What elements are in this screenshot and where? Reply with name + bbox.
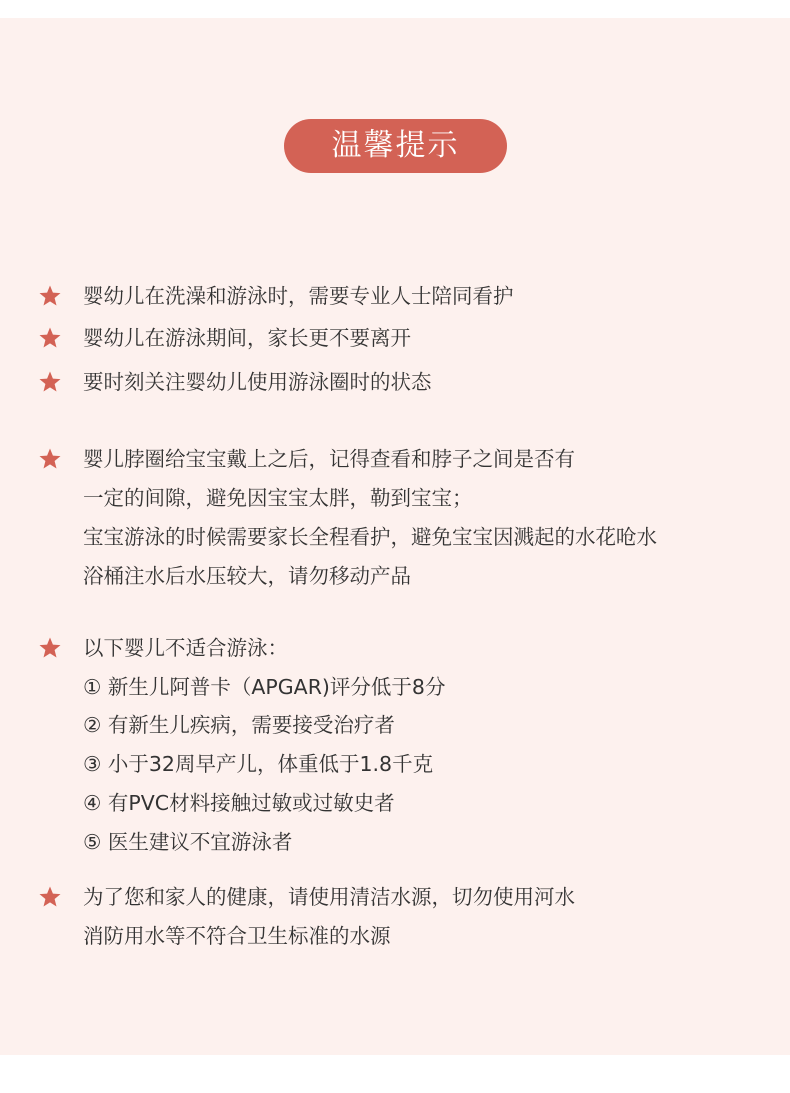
condition-item: ③ 小于32周早产儿，体重低于1.8千克 — [83, 752, 434, 776]
star-icon — [38, 284, 62, 308]
tip-line: 一定的间隙，避免因宝宝太胖，勒到宝宝； — [83, 486, 473, 510]
condition-item: ① 新生儿阿普卡（APGAR)评分低于8分 — [83, 675, 446, 699]
condition-item: ④ 有PVC材料接触过敏或过敏史者 — [83, 791, 395, 815]
star-icon — [38, 636, 62, 660]
star-icon — [38, 326, 62, 350]
condition-item: ⑤ 医生建议不宜游泳者 — [83, 830, 293, 854]
tip-line: 为了您和家人的健康，请使用清洁水源，切勿使用河水 — [83, 885, 575, 909]
tip-line: 浴桶注水后水压较大，请勿移动产品 — [83, 564, 411, 588]
condition-item: ② 有新生儿疾病，需要接受治疗者 — [83, 713, 395, 737]
star-icon — [38, 885, 62, 909]
tip-line: 宝宝游泳的时候需要家长全程看护，避免宝宝因溅起的水花呛水 — [83, 525, 657, 549]
tip-line: 婴幼儿在洗澡和游泳时，需要专业人士陪同看护 — [83, 284, 514, 308]
star-icon — [38, 447, 62, 471]
star-icon — [38, 370, 62, 394]
page-title: 温馨提示 — [284, 119, 507, 173]
tip-line: 消防用水等不符合卫生标准的水源 — [83, 924, 391, 948]
tip-line: 婴幼儿在游泳期间，家长更不要离开 — [83, 326, 411, 350]
tip-line: 要时刻关注婴幼儿使用游泳圈时的状态 — [83, 370, 432, 394]
tip-line: 婴儿脖圈给宝宝戴上之后，记得查看和脖子之间是否有 — [83, 447, 575, 471]
tip-line: 以下婴儿不适合游泳： — [83, 636, 288, 660]
